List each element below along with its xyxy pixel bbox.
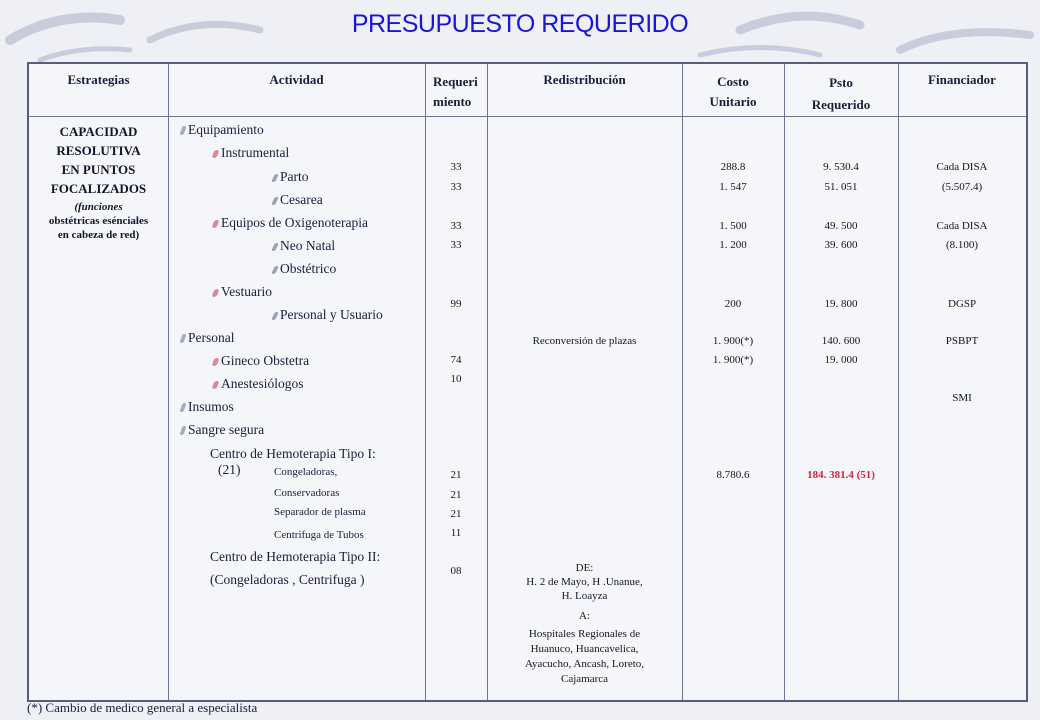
costo-cell: 1. 200 bbox=[719, 239, 747, 251]
list-item bbox=[213, 145, 289, 161]
item-label: Equipamiento bbox=[188, 122, 264, 137]
costo-cell: 288.8 bbox=[720, 161, 746, 173]
list-item bbox=[273, 238, 335, 254]
req-cell: 99 bbox=[450, 298, 462, 310]
estrategia-sub-line: en cabeza de red) bbox=[57, 229, 140, 241]
bullet-icon bbox=[179, 426, 186, 435]
financiador-cell: (8.100) bbox=[945, 239, 979, 251]
item-label: Instrumental bbox=[221, 145, 290, 160]
header-psto bbox=[784, 72, 898, 116]
list-item bbox=[273, 192, 323, 208]
list-item bbox=[213, 353, 309, 369]
item-label: Neo Natal bbox=[280, 238, 336, 253]
redistribucion-reconversion: Reconversión de plazas bbox=[532, 335, 637, 347]
estrategia-line: CAPACIDAD bbox=[59, 124, 138, 139]
header-psto-line1: Psto bbox=[829, 75, 853, 90]
financiador-cell: (5.507.4) bbox=[941, 181, 983, 193]
estrategia-cell bbox=[31, 122, 166, 242]
list-item bbox=[181, 422, 264, 438]
bullet-icon bbox=[212, 381, 220, 389]
redistribucion-line: H. 2 de Mayo, H .Unanue, bbox=[526, 576, 643, 588]
estrategia-line: RESOLUTIVA bbox=[56, 143, 141, 158]
item-label: Gineco Obstetra bbox=[221, 353, 310, 368]
bullet-icon bbox=[271, 197, 279, 205]
req-cell: 33 bbox=[450, 220, 462, 232]
financiador-cell: Cada DISA bbox=[936, 161, 988, 173]
item-label: Personal y Usuario bbox=[280, 307, 383, 322]
req-cell: 11 bbox=[450, 527, 462, 539]
req-cell: 33 bbox=[450, 239, 462, 251]
psto-cell: 140. 600 bbox=[821, 335, 861, 347]
header-requerimiento-line1: Requeri bbox=[433, 74, 478, 89]
column-divider bbox=[168, 64, 169, 700]
psto-total-cell: 184. 381.4 (51) bbox=[807, 469, 875, 481]
redistribucion-line: Hospitales Regionales de bbox=[528, 628, 641, 640]
req-cell: 10 bbox=[450, 373, 462, 385]
redistribucion-line: A: bbox=[579, 610, 590, 622]
costo-cell: 8.780.6 bbox=[716, 469, 750, 481]
list-item bbox=[273, 307, 383, 323]
financiador-cell: SMI bbox=[952, 392, 972, 404]
header-costo-line1: Costo bbox=[717, 74, 749, 89]
column-divider bbox=[784, 64, 785, 700]
redistribucion-detail bbox=[489, 561, 680, 687]
list-item: Centro de Hemoterapia Tipo I: bbox=[210, 446, 376, 461]
req-cell: 08 bbox=[450, 565, 462, 577]
bullet-icon bbox=[212, 220, 220, 228]
financiador-cell: PSBPT bbox=[945, 335, 979, 347]
header-psto-line2: Requerido bbox=[811, 97, 871, 112]
budget-table bbox=[27, 62, 1028, 702]
item-label: Insumos bbox=[188, 399, 234, 414]
header-actividad: Actividad bbox=[269, 72, 324, 87]
item-label: Equipos de Oxigenoterapia bbox=[221, 215, 368, 230]
estrategia-line: FOCALIZADOS bbox=[50, 181, 147, 196]
item-label: Parto bbox=[280, 169, 309, 184]
estrategia-line: EN PUNTOS bbox=[61, 162, 136, 177]
list-item bbox=[273, 169, 309, 185]
req-cell: 74 bbox=[450, 354, 462, 366]
item-label: Personal bbox=[188, 330, 235, 345]
item-label: Obstétrico bbox=[280, 261, 337, 276]
estrategia-sub-line: (funciones bbox=[74, 201, 123, 213]
req-cell: 33 bbox=[450, 161, 462, 173]
bullet-icon bbox=[179, 126, 186, 135]
financiador-cell: Cada DISA bbox=[936, 220, 988, 232]
psto-cell: 19. 000 bbox=[824, 354, 858, 366]
bullet-icon bbox=[179, 403, 186, 412]
bullet-icon bbox=[212, 150, 220, 158]
list-item: Centro de Hemoterapia Tipo II: bbox=[210, 549, 381, 564]
list-item bbox=[273, 261, 336, 277]
bullet-icon bbox=[271, 312, 279, 320]
req-cell: 21 bbox=[450, 469, 462, 481]
redistribucion-line: H. Loayza bbox=[561, 590, 608, 602]
header-redistribucion: Redistribución bbox=[543, 72, 626, 87]
header-requerimiento-line2: miento bbox=[433, 94, 472, 109]
header-financiador: Financiador bbox=[928, 72, 996, 87]
header-estrategias: Estrategias bbox=[67, 72, 130, 87]
financiador-cell: DGSP bbox=[947, 298, 977, 310]
redistribucion-line: Huanuco, Huancavelica, bbox=[530, 643, 639, 655]
header-requerimiento bbox=[433, 72, 483, 112]
costo-cell: 1. 900(*) bbox=[712, 354, 754, 366]
list-item: Centrifuga de Tubos bbox=[274, 529, 364, 541]
bullet-icon bbox=[271, 174, 279, 182]
psto-cell: 49. 500 bbox=[824, 220, 858, 232]
column-divider bbox=[425, 64, 426, 700]
header-costo-line2: Unitario bbox=[709, 94, 757, 109]
redistribucion-line: Cajamarca bbox=[560, 673, 609, 685]
item-label: Vestuario bbox=[221, 284, 272, 299]
bullet-icon bbox=[271, 243, 279, 251]
header-costo bbox=[682, 72, 784, 112]
column-divider bbox=[487, 64, 488, 700]
list-item bbox=[213, 284, 272, 300]
costo-cell: 1. 547 bbox=[719, 181, 747, 193]
req-cell: 21 bbox=[450, 489, 462, 501]
req-cell: 33 bbox=[450, 181, 462, 193]
item-label: Cesarea bbox=[280, 192, 323, 207]
column-divider bbox=[682, 64, 683, 700]
bullet-icon bbox=[212, 358, 220, 366]
list-item bbox=[181, 122, 264, 138]
psto-cell: 51. 051 bbox=[824, 181, 858, 193]
bullet-icon bbox=[212, 289, 220, 297]
psto-cell: 9. 530.4 bbox=[823, 161, 859, 173]
estrategia-sub-line: obstétricas esénciales bbox=[48, 215, 149, 227]
list-item bbox=[181, 399, 234, 415]
list-item: Separador de plasma bbox=[274, 506, 366, 518]
list-item: (21) bbox=[218, 462, 241, 477]
costo-cell: 1. 900(*) bbox=[712, 335, 754, 347]
column-divider bbox=[898, 64, 899, 700]
psto-cell: 19. 800 bbox=[824, 298, 858, 310]
req-cell: 21 bbox=[450, 508, 462, 520]
page-title: PRESUPUESTO REQUERIDO bbox=[351, 10, 689, 38]
list-item bbox=[213, 376, 304, 392]
list-item: (Congeladoras , Centrifuga ) bbox=[210, 572, 365, 587]
estrategia-subtitle bbox=[31, 200, 166, 242]
item-label: Anestesiólogos bbox=[221, 376, 304, 391]
list-item: Congeladoras, bbox=[274, 466, 338, 478]
bullet-icon bbox=[179, 334, 186, 343]
redistribucion-line: DE: bbox=[575, 562, 594, 574]
header-divider bbox=[29, 116, 1026, 117]
psto-cell: 39. 600 bbox=[824, 239, 858, 251]
bullet-icon bbox=[271, 266, 279, 274]
costo-cell: 200 bbox=[724, 298, 742, 310]
list-item bbox=[213, 215, 368, 231]
list-item: Conservadoras bbox=[274, 487, 340, 499]
item-label: Sangre segura bbox=[188, 422, 265, 437]
list-item bbox=[181, 330, 235, 346]
costo-cell: 1. 500 bbox=[719, 220, 747, 232]
redistribucion-line: Ayacucho, Ancash, Loreto, bbox=[524, 658, 645, 670]
footnote: (*) Cambio de medico general a especialista bbox=[27, 700, 258, 715]
